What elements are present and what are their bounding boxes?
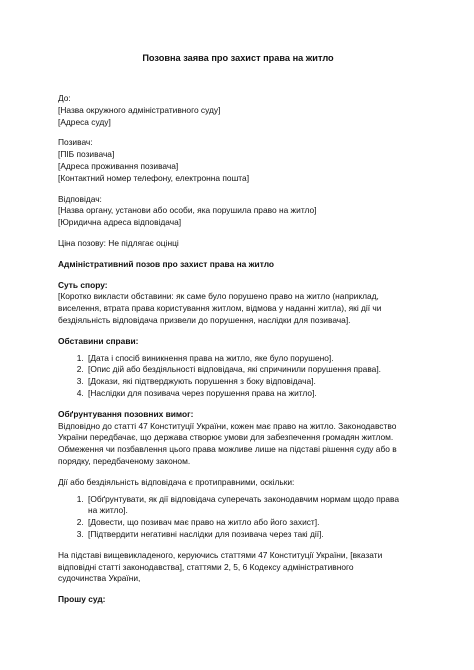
list-item-line: на житло].: [88, 505, 128, 516]
list-item-line: 1. [Обґрунтувати, як дії відповідача суперечать законодавчим нормам щодо права: [88, 493, 400, 504]
plaintiff-label: Позивач:: [58, 137, 93, 148]
circumstances-heading: Обставини справи:: [58, 335, 139, 346]
list-item: 3. [Докази, які підтверджують порушення з боку відповідача].: [86, 376, 418, 388]
conclusion-line: На підставі вищевикладеного, керуючись статтями 47 Конституції України, [вказати: [58, 549, 383, 560]
document-title: Позовна заява про захист права на житло: [142, 53, 334, 63]
dispute-heading: Суть спору:: [58, 279, 108, 290]
circumstances-list: [58, 353, 418, 400]
grounds-intro: Дії або бездіяльність відповідача є протиправними, оскільки:: [58, 476, 295, 487]
list-item-line: 2. [Довести, що позивач має право на житло або його захист].: [88, 517, 320, 528]
court-address: [Адреса суду]: [58, 116, 111, 127]
claim-heading: Адміністративний позов про захист права на житло: [58, 258, 275, 269]
defendant-name: [Назва органу, установи або особи, яка порушила право на житло]: [58, 205, 317, 216]
grounds-section: [58, 409, 418, 468]
dispute-line: [Коротко викласти обставини: як саме було порушено право на житло (наприклад,: [58, 291, 379, 302]
request-block: [58, 594, 418, 606]
plaintiff-block: [58, 137, 418, 184]
list-item: [86, 517, 418, 529]
court-name: [Назва окружного адміністративного суду]: [58, 104, 221, 115]
dispute-line: бездіяльність відповідача призвели до порушення, наслідки для позивача].: [58, 314, 351, 325]
dispute-section: [58, 280, 418, 327]
grounds-intro-block: [58, 477, 418, 541]
grounds-line: України передбачає, що держава створює умови для забезпечення громадян житлом.: [58, 432, 394, 443]
grounds-line: порядку, передбаченому законом.: [58, 455, 191, 466]
defendant-block: [58, 194, 418, 229]
addressee-block: [58, 93, 418, 128]
grounds-line: Обмеження чи позбавлення цього права можливе лише на підставі рішення суду або в: [58, 444, 397, 455]
dispute-line: виселення, втрата права користування житлом, відмова у наданні житла), які дії чи: [58, 303, 382, 314]
list-item: 2. [Опис дій або бездіяльності відповідача, які спричинили порушення права].: [86, 364, 418, 376]
claim-price-text: Ціна позову: Не підлягає оцінці: [58, 237, 179, 248]
plaintiff-address: [Адреса проживання позивача]: [58, 160, 179, 171]
list-item: [86, 529, 418, 541]
grounds-list: [58, 494, 418, 541]
claim-price: [58, 238, 418, 250]
grounds-heading: Обґрунтування позовних вимог:: [58, 408, 194, 419]
list-item: 4. [Наслідки для позивача через порушення права на житло].: [86, 388, 418, 400]
grounds-line: Відповідно до статті 47 Конституції України, кожен має право на житло. Законодавство: [58, 420, 397, 431]
list-item: 1. [Дата і спосіб виникнення права на житло, яке було порушено].: [86, 353, 418, 365]
request-heading: Прошу суд:: [58, 594, 106, 605]
defendant-label: Відповідач:: [58, 193, 102, 204]
conclusion-line: судочинства України,: [58, 573, 141, 584]
circumstances-section: [58, 336, 418, 400]
defendant-address: [Юридична адреса відповідача]: [58, 217, 182, 228]
list-item: [86, 494, 418, 518]
list-item-line: 3. [Підтвердити негативні наслідки для позивача через такі дії].: [88, 528, 324, 539]
plaintiff-contacts: [Контактний номер телефону, електронна пошта]: [58, 172, 250, 183]
document-page: [58, 52, 418, 615]
conclusion-block: [58, 550, 418, 585]
plaintiff-name: [ПІБ позивача]: [58, 149, 115, 160]
claim-heading-block: [58, 259, 418, 271]
addressee-label: До:: [58, 93, 71, 103]
conclusion-line: відповідні статті законодавства], статтями 2, 5, 6 Кодексу адміністративного: [58, 561, 354, 572]
